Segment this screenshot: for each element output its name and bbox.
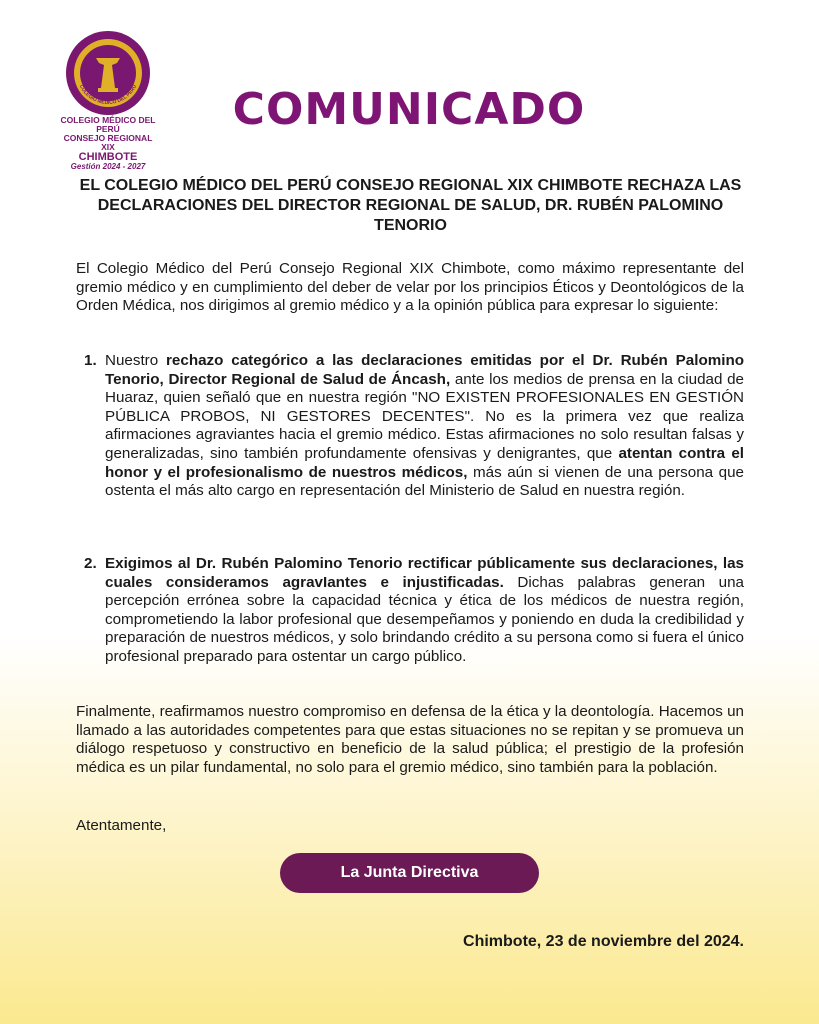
logo-emblem: [65, 30, 151, 116]
item-number: 2.: [84, 555, 97, 572]
closing-paragraph: Finalmente, reafirmamos nuestro compromiso en defensa de la ética y la deontología. Hacemos un llamado a las autoridades competentes para que estas situaciones no se repitan y se promueva un diálogo respetuoso y constructivo en beneficio de la salud pública; el prestigio de la profesión médica es un pilar fundamental, no solo para el gremio médico, sino también para la población.: [76, 703, 744, 776]
logo: [58, 30, 158, 172]
item-bold-text: atentan contra el honor y el profesionalismo de nuestros médicos,: [105, 444, 745, 481]
page-title: COMUNICADO: [232, 84, 586, 135]
logo-line-2: CONSEJO REGIONAL XIX: [63, 132, 153, 152]
intro-paragraph: El Colegio Médico del Perú Consejo Regional XIX Chimbote, como máximo representante del gremio médico y en cumplimiento del deber de velar por los principios Éticos y Deontológicos de la Orden Médica, nos dirigimos al gremio médico y a la opinión pública para expresar lo siguiente:: [76, 260, 744, 315]
item-text: ante los medios de prensa en la ciudad de Huaraz, quien señaló que en nuestra región "NO EXISTEN PROFESIONALES EN GESTIÓN PÚBLICA PROBOS, NI GESTORES DECENTES". No es la primera vez que realiza afirmaciones agraviantes hacia el gremio médico. Estas afirmaciones no solo resultan falsas y generalizadas, sino también profundamente ofensivas y denigrantes, que: [105, 370, 745, 462]
logo-line-3: CHIMBOTE: [78, 150, 138, 163]
logo-text: [58, 116, 158, 172]
logo-line-4: Gestión 2024 - 2027: [70, 162, 146, 172]
item-number: 1.: [84, 352, 97, 369]
item-text: Dichas palabras generan una percepción errónea sobre la capacidad técnica y ética de los médicos de nuestra región, comprometiendo la labor profesional que desempeñamos y poniendo en duda la credibilidad y preparación de nuestros médicos, y solo brindando crédito a su persona como si fuera el único profesional preparado para ostentar un cargo público.: [105, 573, 744, 665]
headline: EL COLEGIO MÉDICO DEL PERÚ CONSEJO REGIONAL XIX CHIMBOTE RECHAZA LAS DECLARACIONES DEL DIRECTOR REGIONAL DE SALUD, DR. RUBÉN PALOMINO TENORIO: [79, 177, 742, 234]
signature-badge: La Junta Directiva: [280, 853, 539, 893]
statement-list-2: [84, 555, 744, 667]
item-text: más aún si vienen de una persona que ostenta el más alto cargo en representación del Ministerio de Salud en nuestra región.: [105, 463, 745, 500]
statement-list-1: [84, 352, 744, 501]
item-bold-text: rechazo categórico a las declaraciones emitidas por el Dr. Rubén Palomino Tenorio, Director Regional de Salud de Áncash,: [105, 352, 744, 388]
list-item: [84, 352, 744, 501]
regards: Atentamente,: [76, 817, 167, 834]
item-bold-text: Exigimos al Dr. Rubén Palomino Tenorio rectificar públicamente sus declaraciones, las cuales consideramos agravIantes e injustificadas.: [105, 555, 744, 591]
list-item: [84, 555, 744, 667]
logo-line-1: COLEGIO MÉDICO DEL PERÚ: [60, 115, 156, 134]
logo-ring-text: COLEGIO MÉDICO DEL PERÚ: [77, 83, 139, 107]
item-text: Nuestro: [105, 352, 167, 369]
date-line: Chimbote, 23 de noviembre del 2024.: [463, 933, 744, 950]
